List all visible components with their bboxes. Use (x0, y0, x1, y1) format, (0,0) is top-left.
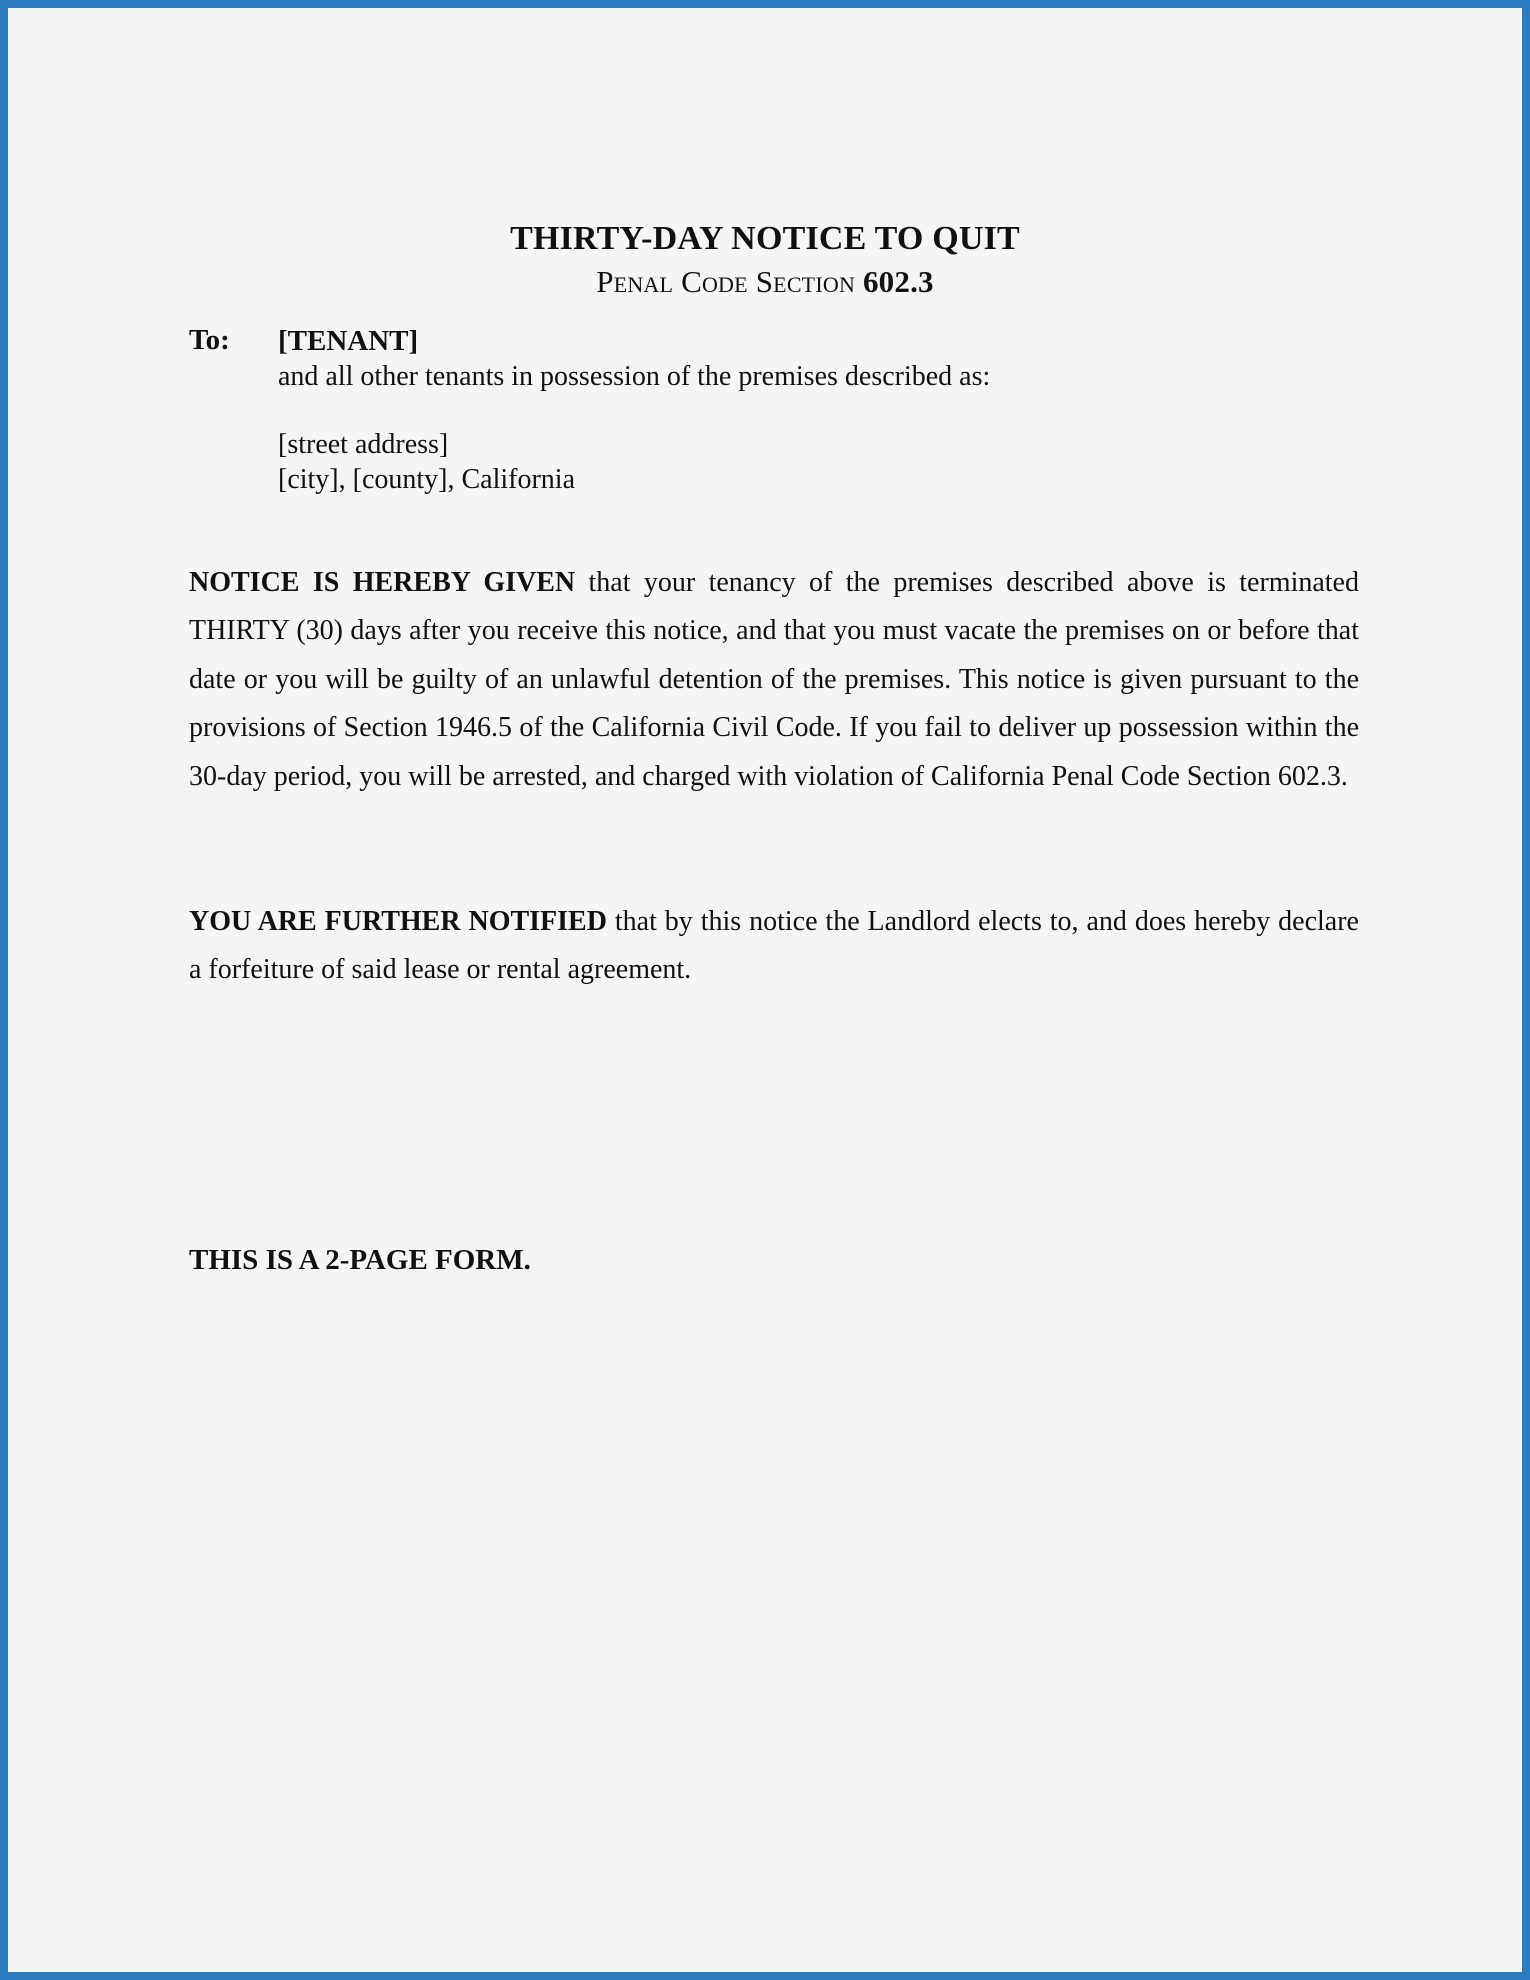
further-notice-lead: YOU ARE FURTHER NOTIFIED (189, 906, 607, 937)
street-address: [street address] (278, 429, 449, 460)
further-notice-body: that by this notice the Landlord elects to, and does hereby declare a forfeiture of said lease or rental agreement. (189, 906, 1359, 986)
subtitle-text: Penal Code Section (596, 264, 856, 299)
form-footer: THIS IS A 2-PAGE FORM. (189, 1244, 531, 1276)
document-subtitle (8, 264, 1522, 300)
recipient-description: and all other tenants in possession of the premises described as: (278, 361, 991, 392)
city-county-state: [city], [county], California (278, 464, 576, 495)
to-label: To: (189, 324, 230, 356)
notice-lead: NOTICE IS HEREBY GIVEN (189, 567, 576, 598)
notice-paragraph (189, 559, 1359, 801)
recipient-name: [TENANT] (278, 325, 419, 357)
further-notice-paragraph (189, 898, 1359, 995)
notice-body: that your tenancy of the premises described above is terminated THIRTY (30) days after you receive this notice, and that you must vacate the premises on or before that date or you will be guilty of an unlawful detention of the premises. This notice is given pursuant to the provisions of Section 1946.5 of the California Civil Code. If you fail to deliver up possession within the 30-day period, you will be arrested, and charged with violation of California Penal Code Section 602.3. (189, 567, 1359, 792)
document-title: THIRTY-DAY NOTICE TO QUIT (510, 220, 1020, 257)
address-spacer (278, 394, 990, 427)
address-block (278, 324, 990, 497)
subtitle-number: 602.3 (862, 264, 934, 299)
document-page (8, 8, 1522, 1972)
